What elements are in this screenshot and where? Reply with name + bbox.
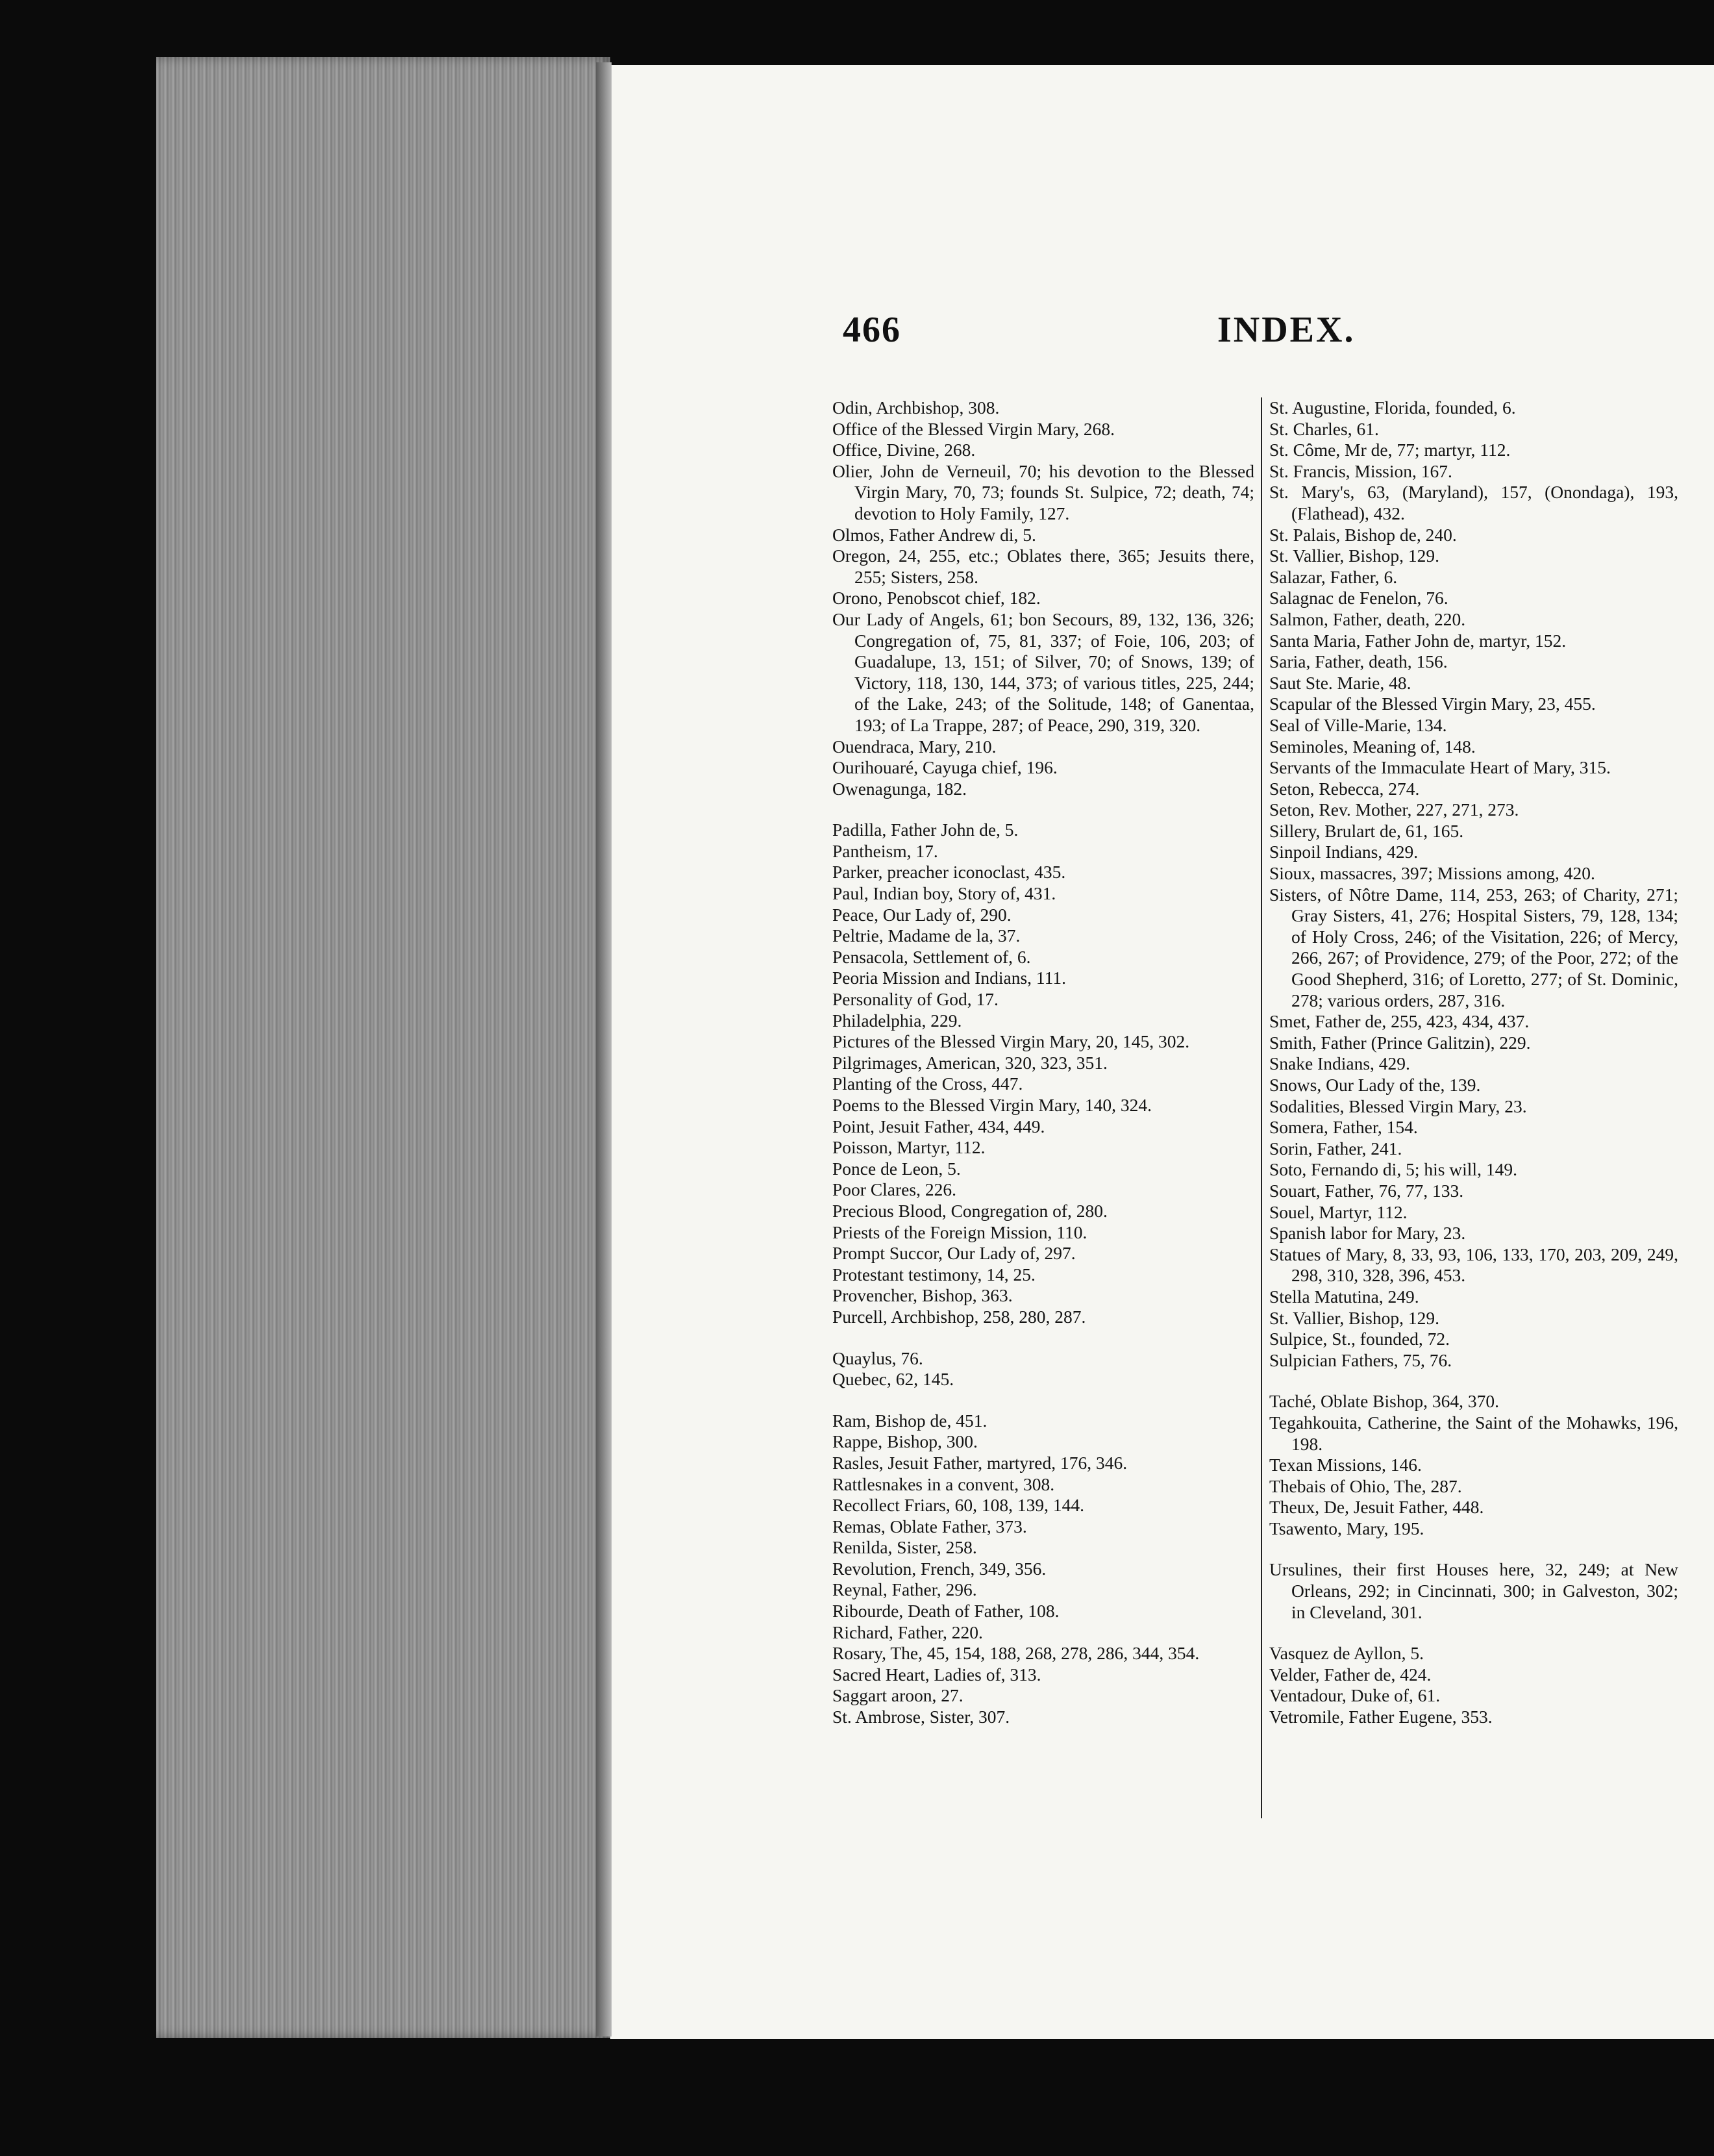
section-gap	[832, 1328, 1254, 1348]
index-entry: Oregon, 24, 255, etc.; Oblates there, 365; Jesuits there, 255; Sisters, 258.	[832, 545, 1254, 587]
index-entry: Poisson, Martyr, 112.	[832, 1137, 986, 1158]
index-entry: Pictures of the Blessed Virgin Mary, 20, 145, 302.	[832, 1031, 1190, 1052]
index-entry: Office, Divine, 268.	[832, 440, 976, 460]
index-entry: Precious Blood, Congregation of, 280.	[832, 1200, 1108, 1221]
index-entry: Recollect Friars, 60, 108, 139, 144.	[832, 1495, 1084, 1516]
index-entry: Theux, De, Jesuit Father, 448.	[1269, 1497, 1484, 1518]
index-entry: Sorin, Father, 241.	[1269, 1138, 1402, 1159]
index-entry: Saggart aroon, 27.	[832, 1685, 963, 1706]
index-entry: Planting of the Cross, 447.	[832, 1073, 1023, 1094]
index-entry: Protestant testimony, 14, 25.	[832, 1264, 1036, 1285]
column-divider	[1261, 397, 1262, 1818]
index-entry: Quaylus, 76.	[832, 1348, 923, 1368]
index-entry: Texan Missions, 146.	[1269, 1455, 1422, 1475]
index-entry: Rappe, Bishop, 300.	[832, 1431, 978, 1452]
index-entry: Thebais of Ohio, The, 287.	[1269, 1475, 1462, 1496]
index-entry: St. Francis, Mission, 167.	[1269, 460, 1452, 481]
index-column-right	[1269, 397, 1678, 1728]
index-entry: Pantheism, 17.	[832, 840, 938, 861]
index-entry: Salmon, Father, death, 220.	[1269, 608, 1466, 629]
index-entry: St. Augustine, Florida, founded, 6.	[1269, 397, 1516, 418]
index-entry: Saria, Father, death, 156.	[1269, 651, 1448, 672]
index-entry: Personality of God, 17.	[832, 989, 999, 1010]
index-entry: Peace, Our Lady of, 290.	[832, 904, 1012, 925]
book-page-edges	[156, 57, 610, 2038]
index-entry: Snake Indians, 429.	[1269, 1053, 1410, 1074]
index-entry: Poems to the Blessed Virgin Mary, 140, 324.	[832, 1095, 1152, 1115]
index-entry: Sisters, of Nôtre Dame, 114, 253, 263; of Charity, 271; Gray Sisters, 41, 276; Hospital Sisters, 79, 128, 134; of Holy Cross, 246; of the Visitation, 226; of Mercy, 266, 267; of Providence, 279; of the Poor, 272; of the Good Shepherd, 316; of Loretto, 277; of St. Dominic, 278; various orders, 287, 316.	[1269, 884, 1678, 1010]
index-entry: Revolution, French, 349, 356.	[832, 1558, 1047, 1579]
index-entry: Ribourde, Death of Father, 108.	[832, 1601, 1060, 1622]
index-entry: Poor Clares, 226.	[832, 1179, 956, 1200]
section-gap	[1269, 1623, 1678, 1643]
index-entry: St. Palais, Bishop de, 240.	[1269, 524, 1457, 545]
index-entry: Vetromile, Father Eugene, 353.	[1269, 1707, 1493, 1727]
index-entry: Ouendraca, Mary, 210.	[832, 736, 997, 757]
index-entry: Olier, John de Verneuil, 70; his devotion to the Blessed Virgin Mary, 70, 73; founds St. Sulpice, 72; death, 74; devotion to Holy Family, 127.	[832, 460, 1254, 523]
index-entry: Office of the Blessed Virgin Mary, 268.	[832, 418, 1115, 439]
index-entry: Pensacola, Settlement of, 6.	[832, 946, 1031, 967]
index-entry: Sodalities, Blessed Virgin Mary, 23.	[1269, 1096, 1527, 1116]
index-entry: Souel, Martyr, 112.	[1269, 1201, 1408, 1222]
index-entry: Saut Ste. Marie, 48.	[1269, 672, 1411, 693]
index-entry: Remas, Oblate Father, 373.	[832, 1516, 1027, 1536]
index-entry: Santa Maria, Father John de, martyr, 152.	[1269, 630, 1567, 651]
index-entry: Salagnac de Fenelon, 76.	[1269, 588, 1448, 608]
index-entry: Sulpice, St., founded, 72.	[1269, 1329, 1450, 1349]
index-entry: Servants of the Immaculate Heart of Mary, 315.	[1269, 757, 1611, 778]
index-entry: Rosary, The, 45, 154, 188, 268, 278, 286, 344, 354.	[832, 1643, 1200, 1664]
index-entry: Tsawento, Mary, 195.	[1269, 1518, 1424, 1538]
index-entry: Seton, Rev. Mother, 227, 271, 273.	[1269, 799, 1519, 820]
index-entry: Padilla, Father John de, 5.	[832, 820, 1019, 840]
section-gap	[832, 1390, 1254, 1410]
index-entry: Smet, Father de, 255, 423, 434, 437.	[1269, 1011, 1530, 1032]
section-gap	[1269, 1371, 1678, 1391]
page-title: INDEX.	[1217, 310, 1356, 350]
section-gap	[832, 799, 1254, 820]
index-entry: Olmos, Father Andrew di, 5.	[832, 524, 1036, 545]
section-gap	[1269, 1539, 1678, 1559]
index-entry: Ursulines, their first Houses here, 32, 249; at New Orleans, 292; in Cincinnati, 300; in Galveston, 302; in Cleveland, 301.	[1269, 1559, 1678, 1622]
index-entry: Souart, Father, 76, 77, 133.	[1269, 1180, 1464, 1201]
index-entry: Ourihouaré, Cayuga chief, 196.	[832, 757, 1058, 778]
index-entry: Somera, Father, 154.	[1269, 1117, 1418, 1138]
index-entry: Taché, Oblate Bishop, 364, 370.	[1269, 1391, 1499, 1412]
page-number: 466	[843, 310, 901, 350]
book-gutter	[596, 62, 612, 2037]
index-entry: St. Côme, Mr de, 77; martyr, 112.	[1269, 440, 1511, 460]
index-entry: Paul, Indian boy, Story of, 431.	[832, 883, 1056, 904]
index-entry: Seminoles, Meaning of, 148.	[1269, 736, 1476, 757]
index-entry: St. Charles, 61.	[1269, 418, 1379, 439]
index-entry: Scapular of the Blessed Virgin Mary, 23, 455.	[1269, 694, 1596, 714]
index-entry: Peoria Mission and Indians, 111.	[832, 968, 1067, 988]
index-entry: Parker, preacher iconoclast, 435.	[832, 862, 1066, 883]
index-entry: Reynal, Father, 296.	[832, 1579, 977, 1600]
index-entry: Richard, Father, 220.	[832, 1622, 983, 1642]
index-entry: Priests of the Foreign Mission, 110.	[832, 1222, 1087, 1242]
index-entry: Snows, Our Lady of the, 139.	[1269, 1075, 1481, 1095]
index-entry: Seal of Ville-Marie, 134.	[1269, 714, 1447, 735]
index-entry: Ponce de Leon, 5.	[832, 1158, 961, 1179]
index-entry: Our Lady of Angels, 61; bon Secours, 89, 132, 136, 326; Congregation of, 75, 81, 337; of Foie, 106, 203; of Guadalupe, 13, 151; of Silver, 70; of Snows, 139; of Victory, 118, 130, 144, 373; of various titles, 225, 244; of the Lake, 243; of the Solitude, 148; of Ganentaa, 193; of La Trappe, 287; of Peace, 290, 319, 320.	[832, 608, 1254, 735]
index-entry: Owenagunga, 182.	[832, 778, 967, 799]
index-entry: Purcell, Archbishop, 258, 280, 287.	[832, 1306, 1086, 1327]
index-entry: Velder, Father de, 424.	[1269, 1664, 1432, 1685]
index-entry: Ram, Bishop de, 451.	[832, 1410, 987, 1431]
index-entry: Smith, Father (Prince Galitzin), 229.	[1269, 1032, 1531, 1053]
index-entry: Prompt Succor, Our Lady of, 297.	[832, 1243, 1076, 1264]
index-entry: Vasquez de Ayllon, 5.	[1269, 1643, 1424, 1664]
index-entry: Spanish labor for Mary, 23.	[1269, 1223, 1466, 1244]
index-entry: Rattlesnakes in a convent, 308.	[832, 1473, 1055, 1494]
index-entry: Pilgrimages, American, 320, 323, 351.	[832, 1052, 1108, 1073]
index-column-left	[832, 397, 1254, 1728]
index-entry: Ventadour, Duke of, 61.	[1269, 1685, 1441, 1706]
index-entry: Provencher, Bishop, 363.	[832, 1285, 1013, 1306]
index-entry: Statues of Mary, 8, 33, 93, 106, 133, 170, 203, 209, 249, 298, 310, 328, 396, 453.	[1269, 1244, 1678, 1286]
index-entry: St. Mary's, 63, (Maryland), 157, (Onondaga), 193, (Flathead), 432.	[1269, 482, 1678, 523]
index-entry: Stella Matutina, 249.	[1269, 1286, 1419, 1307]
index-entry: Orono, Penobscot chief, 182.	[832, 588, 1041, 608]
index-entry: Sinpoil Indians, 429.	[1269, 842, 1419, 862]
index-entry: Soto, Fernando di, 5; his will, 149.	[1269, 1159, 1517, 1180]
index-entry: Sioux, massacres, 397; Missions among, 420.	[1269, 863, 1595, 884]
index-entry: Sulpician Fathers, 75, 76.	[1269, 1349, 1452, 1370]
index-entry: Peltrie, Madame de la, 37.	[832, 925, 1021, 946]
index-entry: St. Ambrose, Sister, 307.	[832, 1707, 1010, 1727]
index-entry: Sacred Heart, Ladies of, 313.	[832, 1664, 1041, 1685]
index-entry: St. Vallier, Bishop, 129.	[1269, 545, 1439, 566]
index-entry: Tegahkouita, Catherine, the Saint of the Mohawks, 196, 198.	[1269, 1412, 1678, 1454]
index-entry: Seton, Rebecca, 274.	[1269, 778, 1420, 799]
index-entry: St. Vallier, Bishop, 129.	[1269, 1307, 1439, 1328]
index-entry: Rasles, Jesuit Father, martyred, 176, 346.	[832, 1452, 1128, 1473]
index-entry: Renilda, Sister, 258.	[832, 1537, 977, 1558]
index-entry: Salazar, Father, 6.	[1269, 566, 1398, 587]
index-entry: Quebec, 62, 145.	[832, 1369, 954, 1390]
index-entry: Point, Jesuit Father, 434, 449.	[832, 1116, 1045, 1136]
index-entry: Philadelphia, 229.	[832, 1010, 962, 1031]
index-entry: Sillery, Brulart de, 61, 165.	[1269, 820, 1464, 841]
index-entry: Odin, Archbishop, 308.	[832, 397, 1000, 418]
